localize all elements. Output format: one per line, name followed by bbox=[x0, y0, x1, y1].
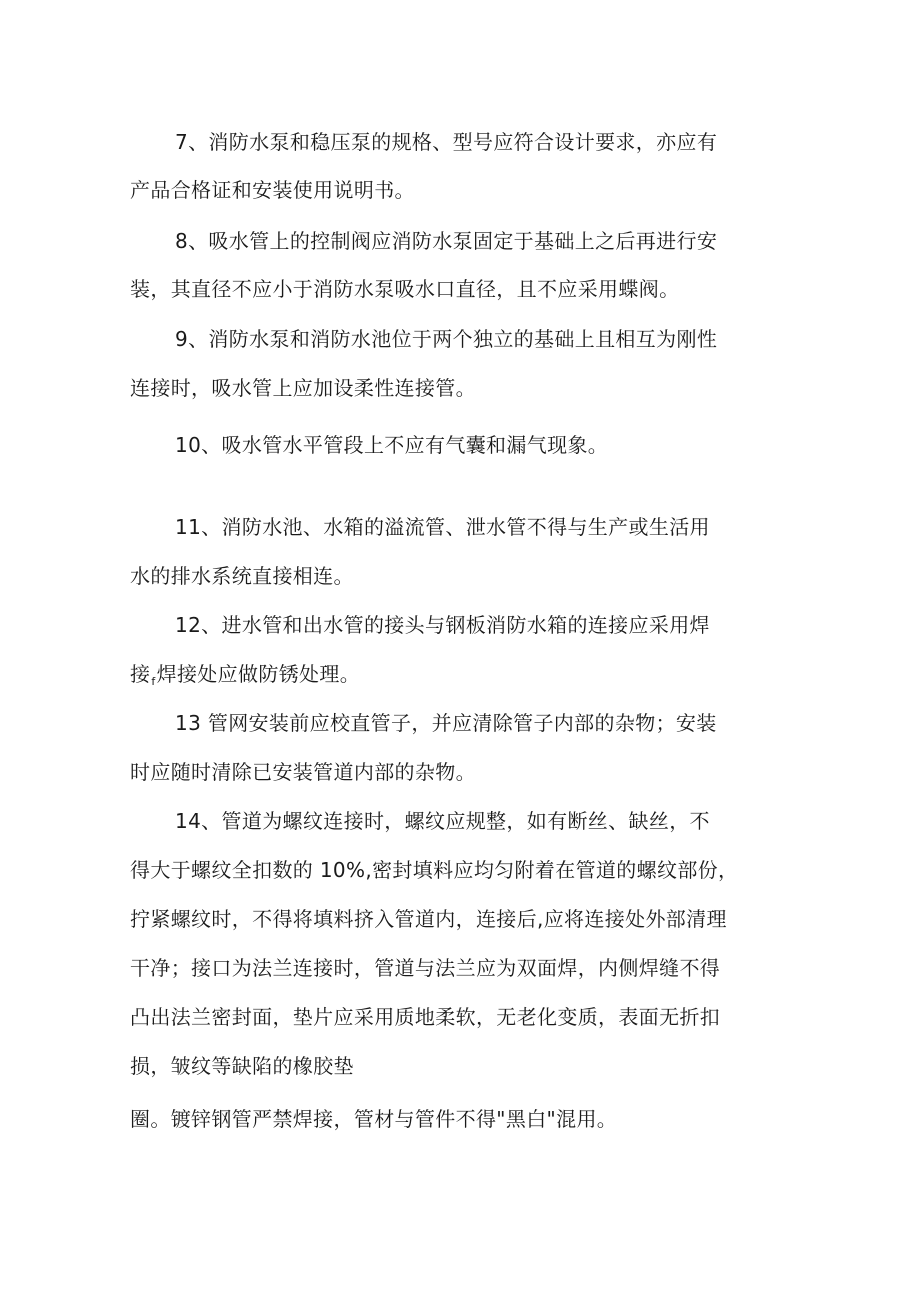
paragraph-7-line-1: 7、消防水泵和稳压泵的规格、型号应符合设计要求，亦应有 bbox=[175, 130, 718, 154]
paragraph-14-line-2: 得大于螺纹全扣数的 10%,密封填料应均匀附着在管道的螺纹部份， bbox=[130, 858, 739, 882]
paragraph-13-line-1: 13 管网安装前应校直管子，并应清除管子内部的杂物；安装 bbox=[175, 711, 717, 735]
paragraph-9-line-2: 连接时，吸水管上应加设柔性连接管。 bbox=[130, 376, 476, 400]
paragraph-14-line-4: 干净；接口为法兰连接时，管道与法兰应为双面焊，内侧焊缝不得 bbox=[130, 956, 721, 980]
paragraph-14-line-7: 圈。镀锌钢管严禁焊接，管材与管件不得"黑白"混用。 bbox=[130, 1107, 618, 1131]
paragraph-14-line-6: 损，皱纹等缺陷的橡胶垫 bbox=[130, 1054, 354, 1078]
paragraph-12-line-2-suffix: 焊接处应做防锈处理。 bbox=[156, 662, 361, 686]
paragraph-12-line-2 bbox=[130, 662, 360, 694]
paragraph-8-line-2: 装，其直径不应小于消防水泵吸水口直径，且不应采用蝶阀。 bbox=[130, 277, 680, 301]
paragraph-9-line-1: 9、消防水泵和消防水池位于两个独立的基础上且相互为刚性 bbox=[175, 327, 718, 351]
paragraph-12-line-2-mark: f bbox=[151, 675, 156, 688]
paragraph-14-line-1: 14、管道为螺纹连接时，螺纹应规整，如有断丝、缺丝，不 bbox=[175, 809, 710, 833]
paragraph-12-line-2-prefix: 接 bbox=[130, 662, 151, 686]
paragraph-12-line-1: 12、进水管和出水管的接头与钢板消防水箱的连接应采用焊 bbox=[175, 613, 710, 637]
paragraph-10-line-1: 10、吸水管水平管段上不应有气囊和漏气现象。 bbox=[175, 433, 609, 457]
paragraph-11-line-1: 11、消防水池、水箱的溢流管、泄水管不得与生产或生活用 bbox=[175, 515, 710, 539]
paragraph-14-line-5: 凸出法兰密封面，垫片应采用质地柔软，无老化变质，表面无折扣 bbox=[130, 1005, 721, 1029]
paragraph-11-line-2: 水的排水系统直接相连。 bbox=[130, 564, 354, 588]
paragraph-14-line-3: 拧紧螺纹时，不得将填料挤入管道内，连接后,应将连接处外部清理 bbox=[130, 907, 727, 931]
paragraph-8-line-1: 8、吸水管上的控制阀应消防水泵固定于基础上之后再进行安 bbox=[175, 229, 718, 253]
paragraph-13-line-2: 时应随时清除已安装管道内部的杂物。 bbox=[130, 760, 476, 784]
paragraph-7-line-2: 产品合格证和安装使用说明书。 bbox=[130, 178, 415, 202]
